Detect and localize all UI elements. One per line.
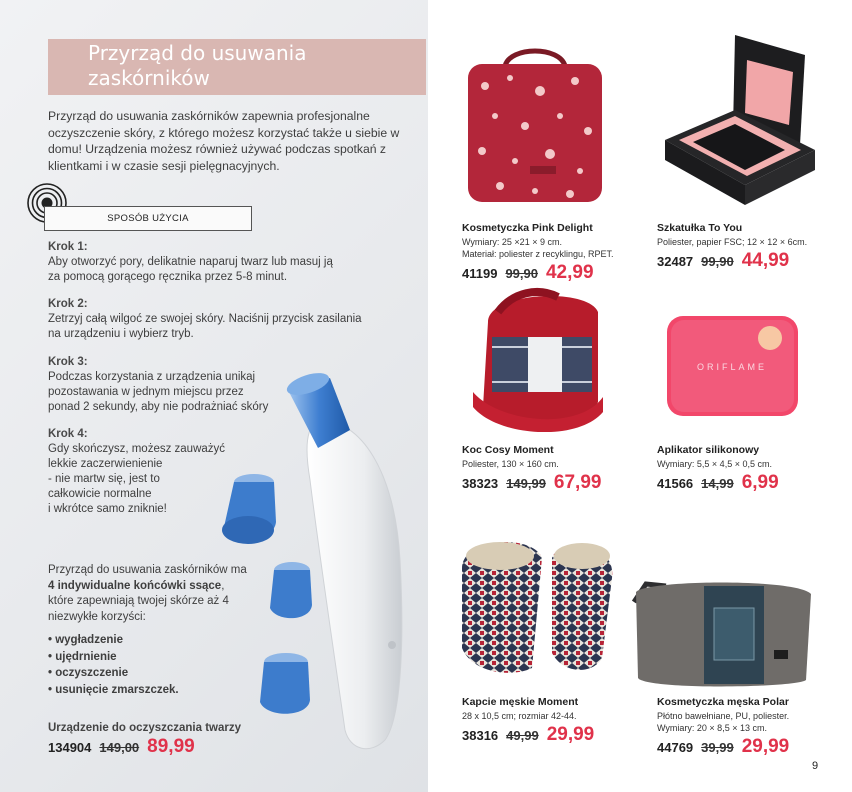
features-text-part: , które zapewniają twojej skórze aż 4 niezwykłe korzyści: (48, 579, 229, 623)
cosy-moment-blanket-image (468, 282, 608, 432)
suction-tip-1-image (214, 472, 282, 550)
step-1 (48, 240, 333, 285)
new-price: 6,99 (741, 472, 779, 493)
product-desc: 28 x 10,5 cm; rozmiar 42-44. (462, 711, 577, 721)
product-code: 38316 (462, 728, 499, 743)
step-2 (48, 297, 362, 342)
product-price-row (657, 250, 789, 272)
main-product-price-row (48, 736, 195, 758)
step-line: lekkie zaczerwienienie (48, 458, 163, 470)
step-line: Podczas korzystania z urządzenia unikaj (48, 371, 256, 383)
features-text (48, 563, 248, 625)
step-line: i wkrótce samo zniknie! (48, 503, 167, 515)
old-price: 39,99 (701, 740, 734, 755)
how-to-label: SPOSÓB UŻYCIA (44, 206, 252, 231)
silicone-applicator-image (665, 314, 800, 418)
page-number: 9 (812, 760, 819, 772)
benefit-item: • wygładzenie (48, 634, 123, 646)
polar-mens-bag-image (626, 572, 818, 690)
features-text-part: Przyrząd do usuwania zaskórników ma (48, 564, 247, 576)
step-line: za pomocą gorącego ręcznika przez 5-8 minut. (48, 271, 288, 283)
intro-text: Przyrząd do usuwania zaskórników zapewnia profesjonalne oczyszczenie skóry, z którego możesz korzystać także u siebie w domu! Urządzenia możesz również używać podczas spotkań z klientkami i w czasie sesji pielęgnacyjnych. (48, 109, 400, 173)
step-line: na urządzeniu i wybierz tryb. (48, 328, 194, 340)
product-desc: Wymiary: 25 ×21 × 9 cm. (462, 237, 562, 247)
product-desc: Płótno bawełniane, PU, poliester. (657, 711, 790, 721)
old-price: 99,90 (505, 266, 538, 281)
old-price: 149,00 (99, 740, 140, 755)
new-price: 67,99 (553, 472, 602, 493)
step-line: Zetrzyj całą wilgoć ze swojej skóry. Naciśnij przycisk zasilania (48, 313, 362, 325)
step-4 (48, 427, 225, 517)
moment-slippers-image (452, 528, 622, 678)
old-price: 14,99 (701, 476, 734, 491)
product-code: 41566 (657, 476, 694, 491)
product-price-row (462, 472, 601, 494)
old-price: 99,90 (701, 254, 734, 269)
step-line: ponad 2 sekundy, aby nie podrażniać skóry (48, 401, 269, 413)
product-code: 134904 (48, 740, 92, 755)
new-price: 29,99 (741, 736, 790, 757)
product-desc: Wymiary: 5,5 × 4,5 × 0,5 cm. (657, 459, 772, 469)
to-you-jewelry-box-image (655, 30, 830, 210)
product-desc: Materiał: poliester z recyklingu, RPET. (462, 249, 614, 259)
product-price-row (462, 262, 594, 284)
product-name: Kosmetyczka Pink Delight (462, 222, 593, 234)
suction-tip-2-image (262, 560, 320, 628)
product-name: Koc Cosy Moment (462, 444, 554, 456)
step-line: całkowicie normalne (48, 488, 152, 500)
step-title: Krok 3: (48, 356, 88, 368)
product-desc: Wymiary: 20 × 8,5 × 13 cm. (657, 723, 767, 733)
step-line: Aby otworzyć pory, delikatnie naparuj twarz lub masuj ją (48, 256, 333, 268)
product-desc: Poliester, 130 × 160 cm. (462, 459, 559, 469)
title-band (48, 39, 426, 95)
step-line: pozostawania w jednym miejscu przez (48, 386, 244, 398)
step-line: Gdy skończysz, możesz zauważyć (48, 443, 226, 455)
features-bold: 4 indywidualne końcówki ssące (48, 579, 222, 592)
old-price: 49,99 (506, 728, 539, 743)
benefit-item: • oczyszczenie (48, 667, 129, 679)
suction-tip-3-image (252, 650, 318, 724)
new-price: 89,99 (147, 736, 195, 757)
product-price-row (657, 736, 789, 758)
product-name: Kapcie męskie Moment (462, 696, 579, 708)
product-code: 41199 (462, 266, 498, 281)
step-title: Krok 1: (48, 241, 88, 253)
step-title: Krok 4: (48, 428, 88, 440)
main-product-name: Urządzenie do oczyszczania twarzy (48, 722, 242, 734)
old-price: 149,99 (506, 476, 546, 491)
page-title: Przyrząd do usuwania zaskórników (88, 41, 307, 90)
product-name: Aplikator silikonowy (657, 444, 760, 456)
benefits-list (48, 632, 179, 698)
new-price: 44,99 (741, 250, 790, 271)
new-price: 29,99 (546, 724, 595, 745)
product-name: Szkatułka To You (657, 222, 743, 234)
product-code: 38323 (462, 476, 499, 491)
oriflame-logo-text: ORIFLAME (696, 362, 768, 372)
product-desc: Poliester, papier FSC; 12 × 12 × 6cm. (657, 237, 808, 247)
benefit-item: • usunięcie zmarszczek. (48, 683, 179, 696)
product-name: Kosmetyczka męska Polar (657, 696, 789, 708)
product-price-row (657, 472, 779, 494)
product-code: 44769 (657, 740, 694, 755)
new-price: 42,99 (545, 262, 594, 283)
pink-delight-bag-image (460, 46, 610, 206)
product-code: 32487 (657, 254, 694, 269)
step-title: Krok 2: (48, 298, 88, 310)
product-price-row (462, 724, 594, 746)
step-line: - nie martw się, jest to (48, 473, 160, 485)
benefit-item: • ujędrnienie (48, 650, 117, 663)
